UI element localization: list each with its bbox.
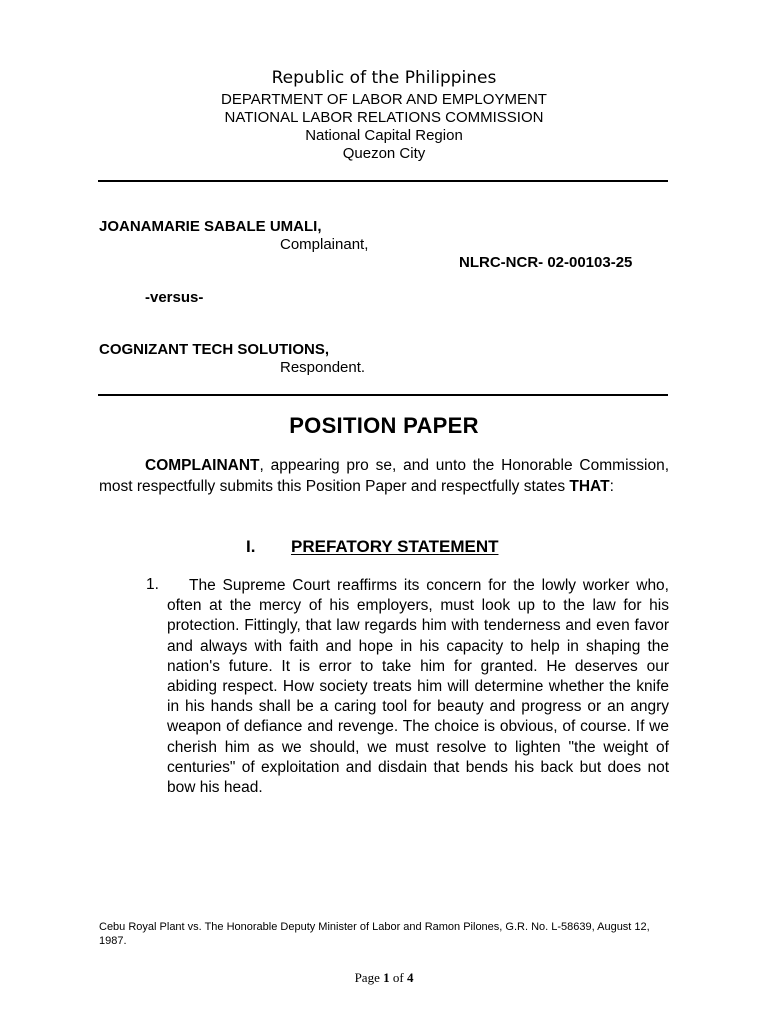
complainant-role: Complainant, — [280, 236, 369, 253]
top-divider — [98, 180, 668, 182]
item-number: 1. — [146, 576, 159, 593]
respondent-name: COGNIZANT TECH SOLUTIONS, — [99, 341, 329, 358]
item-paragraph: The Supreme Court reaffirms its concern for the lowly worker who, often at the mercy of his employers, must look up to the law for his protection. Fittingly, that law regards him with tenderness and even favor and always with faith and hope in his capacity to help in shaping the nation's future. It is error to take him for granted. He deserves our abiding respect. How society treats him will determine whether the knife in his hands shall be a caring tool for beauty and progress or an angry weapon of defiance and revenge. The choice is obvious, of course. If we cherish him as we should, we must resolve to lighten "the weight of centuries" of exploitation and disdain that bends his back but does not bow his head. — [167, 577, 669, 797]
footnote: Cebu Royal Plant vs. The Honorable Deputy Minister of Labor and Ramon Pilones, G.R. No. L-58639, August 12, 1987. — [99, 921, 650, 947]
page-footer — [0, 970, 768, 986]
versus-label: -versus- — [145, 289, 204, 306]
page-current: 1 — [383, 970, 390, 985]
section-number: I. — [246, 537, 256, 556]
page-label: Page — [354, 970, 384, 985]
city-heading: Quezon City — [342, 145, 426, 162]
intro-trail: THAT — [569, 477, 610, 495]
republic-heading: Republic of the Philippines — [271, 68, 497, 88]
document-title: POSITION PAPER — [289, 413, 479, 438]
page-of-label: of — [389, 970, 407, 985]
section-title: PREFATORY STATEMENT — [291, 537, 499, 556]
bottom-divider — [98, 394, 668, 396]
complainant-name: JOANAMARIE SABALE UMALI, — [99, 218, 322, 235]
intro-lead: COMPLAINANT — [145, 457, 260, 474]
intro-end: : — [609, 477, 614, 495]
region-heading: National Capital Region — [305, 127, 463, 144]
intro-paragraph — [99, 456, 669, 497]
respondent-role: Respondent. — [280, 359, 366, 376]
department-heading: DEPARTMENT OF LABOR AND EMPLOYMENT — [221, 91, 547, 108]
case-number: NLRC-NCR- 02-00103-25 — [459, 254, 633, 271]
commission-heading: NATIONAL LABOR RELATIONS COMMISSION — [224, 109, 544, 126]
page-total: 4 — [406, 970, 414, 985]
intro-text: , appearing pro se, and unto the Honorable Commission, most respectfully submits this Position Paper and respectfully states — [99, 457, 669, 495]
